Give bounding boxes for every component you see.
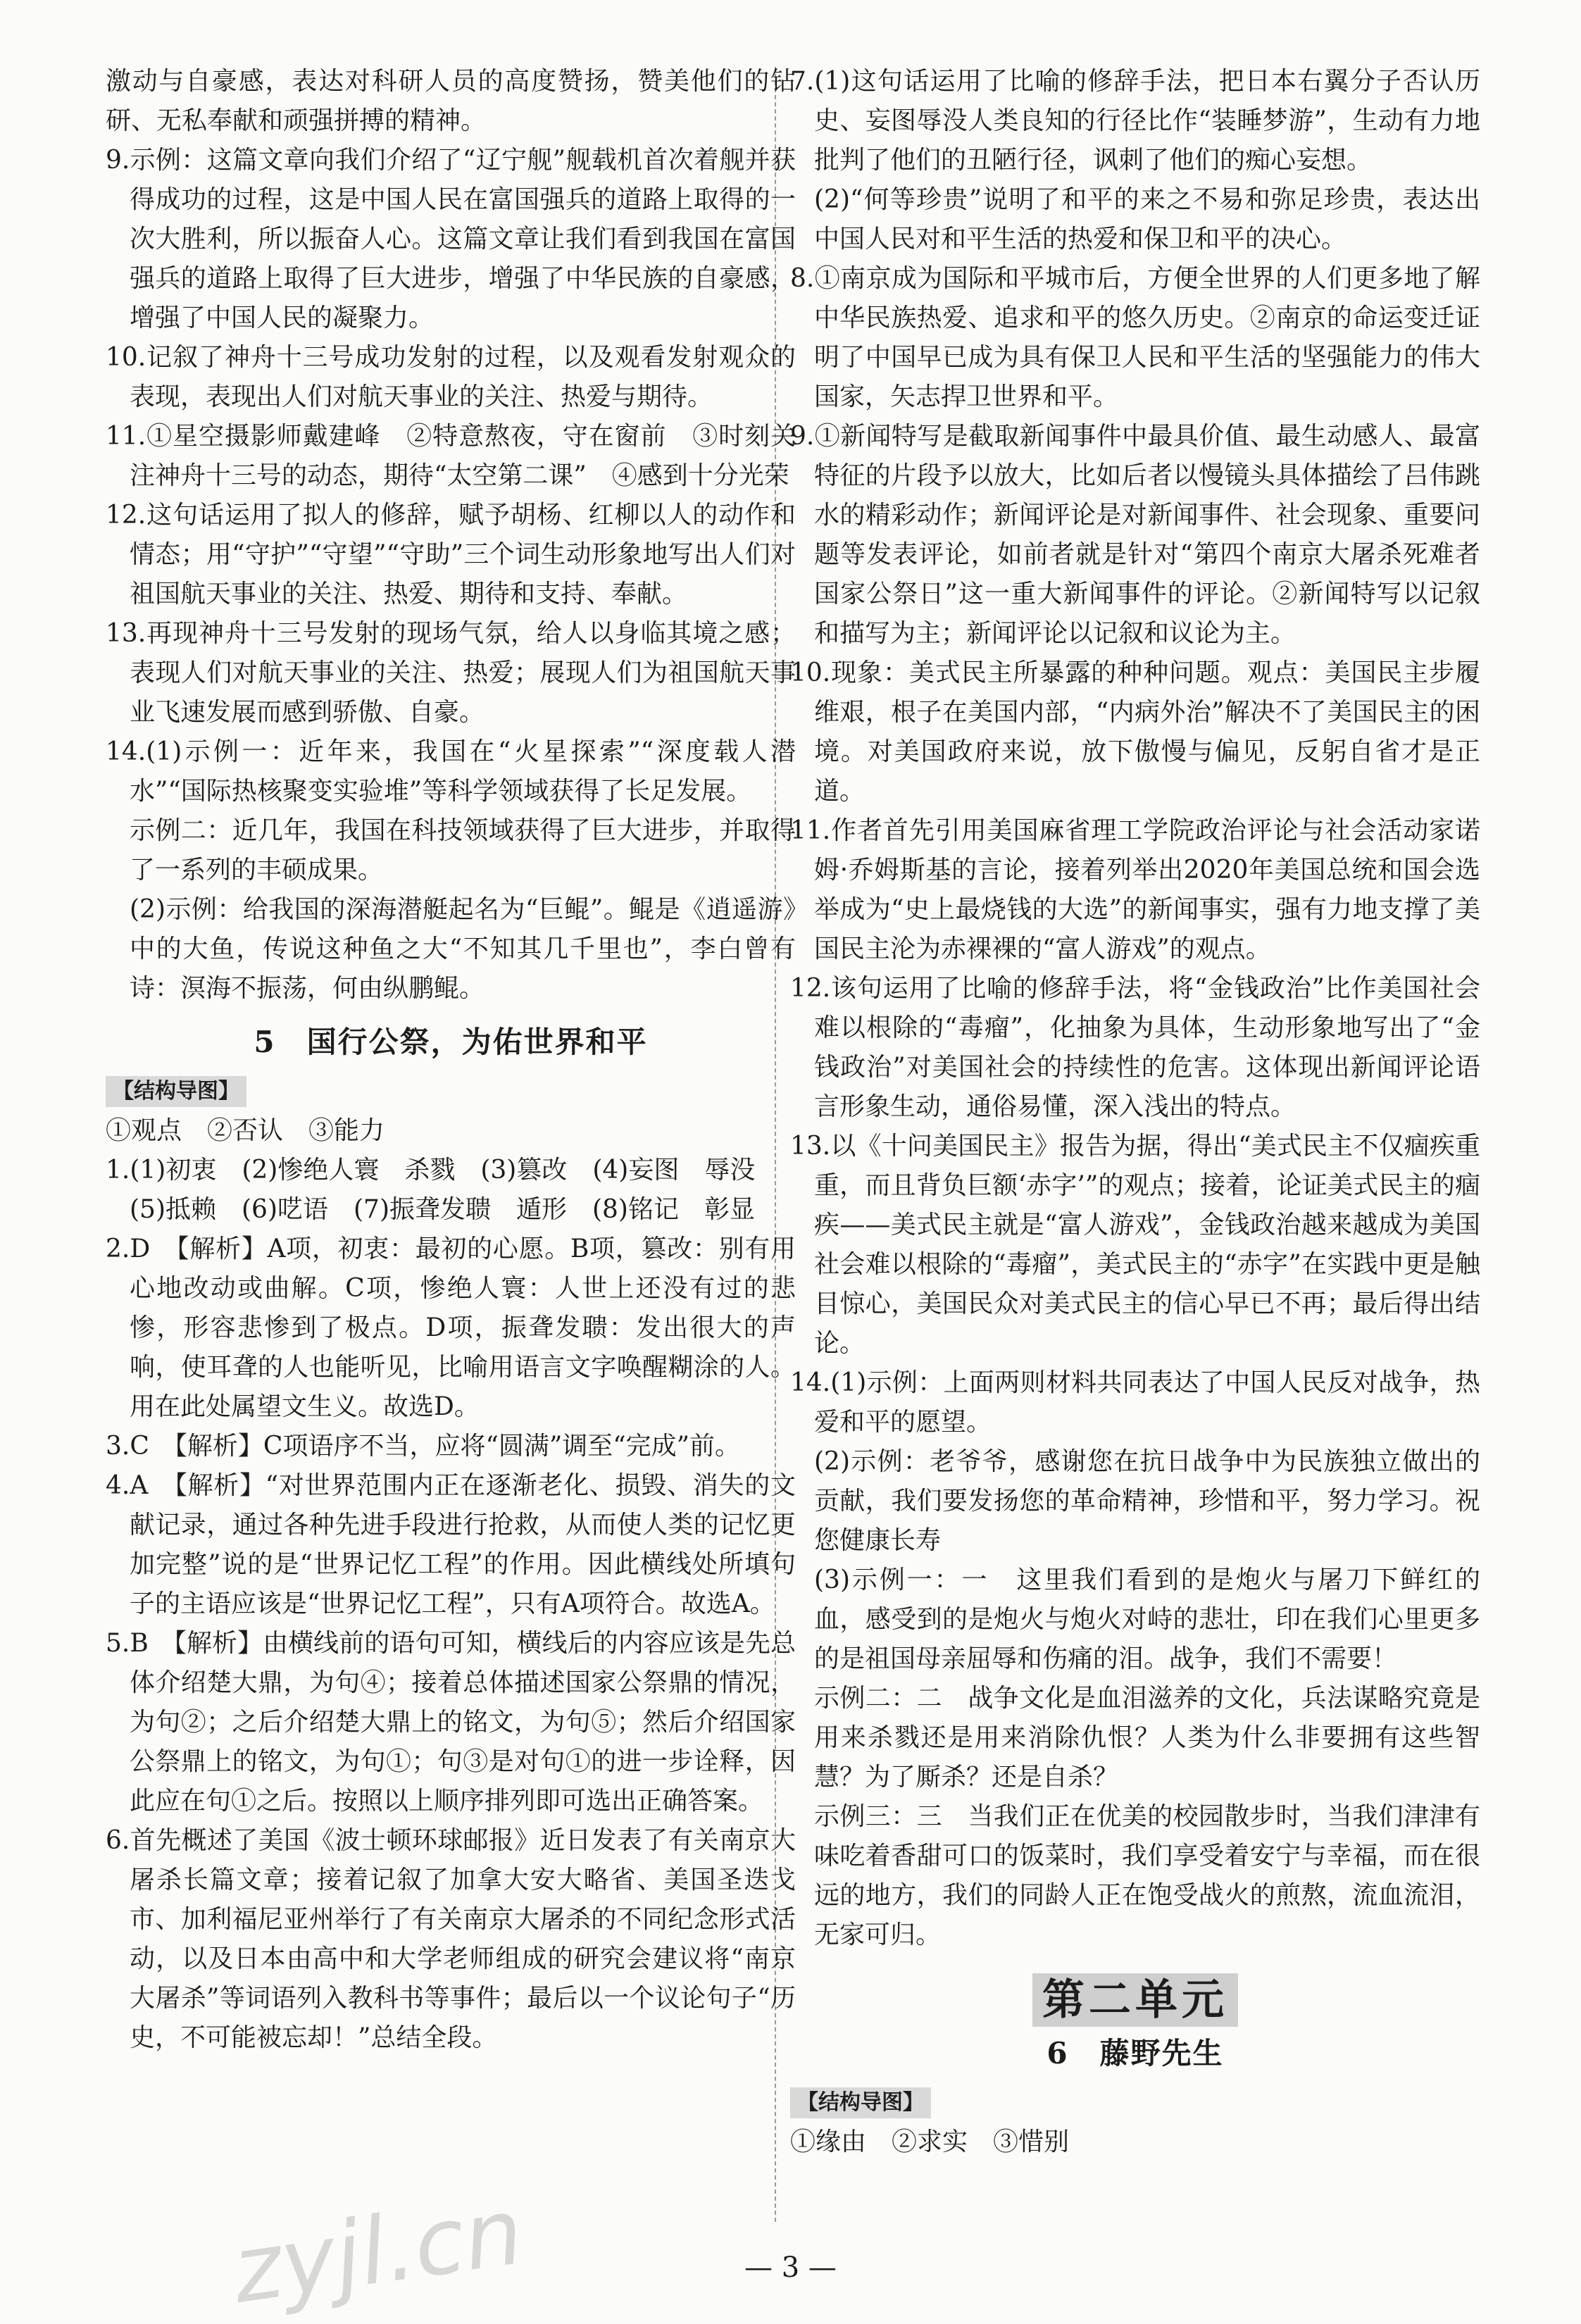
question-9: 9.①新闻特写是截取新闻事件中最具价值、最生动感人、最富特征的片段予以放大，比如后者以慢镜头具体描绘了吕伟跳水的精彩动作；新闻评论是对新闻事件、社会现象、重要问题等发表评论，如前者就是针对“第四个南京大屠杀死难者国家公祭日”这一重大新闻事件的评论。②新闻特写以记叙和描写为主；新闻评论以记叙和议论为主。 bbox=[790, 422, 1480, 648]
question-12: 12.该句运用了比喻的修辞手法，将“金钱政治”比作美国社会难以根除的“毒瘤”，化抽象为具体，生动形象地写出了“金钱政治”对美国社会的持续性的危害。这体现出新闻评论语言形象生动，通俗易懂，深入浅出的特点。 bbox=[790, 974, 1480, 1121]
question-7-1: 7.(1)这句话运用了比喻的修辞手法，把日本右翼分子否认历史、妄图辱没人类良知的行径比作“装睡梦游”，生动有力地批判了他们的丑陋行径，讽刺了他们的痴心妄想。 bbox=[790, 67, 1480, 175]
answer-14-1: 14.(1)示例一：近年来，我国在“火星探索”“深度载人潜水”“国际热核聚变实验堆”等科学领域获得了长足发展。 bbox=[106, 737, 796, 806]
question-11: 11.作者首先引用美国麻省理工学院政治评论与社会活动家诺姆·乔姆斯基的言论，接着列举出2020年美国总统和国会选举成为“史上最烧钱的大选”的新闻事实，强有力地支撑了美国民主沦为赤裸裸的“富人游戏”的观点。 bbox=[790, 816, 1480, 963]
unit-title: 第二单元 bbox=[1032, 1973, 1238, 2027]
left-column bbox=[106, 62, 796, 2058]
watermark: zyjl.cn bbox=[226, 2178, 530, 2324]
question-14-3-example-3: 示例三：三 当我们正在优美的校园散步时，当我们津津有味吃着香甜可口的饭菜时，我们享受着安宁与幸福，而在很远的地方，我们的同龄人正在饱受战火的煎熬，流血流泪，无家可归。 bbox=[814, 1802, 1480, 1949]
question-13: 13.以《十问美国民主》报告为据，得出“美式民主不仅痼疾重重，而且背负巨额‘赤字’”的观点；接着，论证美式民主的痼疾——美式民主就是“富人游戏”，金钱政治越来越成为美国社会难以根除的“毒瘤”，美式民主的“赤字”在实践中更是触目惊心，美国民众对美式民主的信心早已不再；最后得出结论。 bbox=[790, 1132, 1480, 1358]
question-1-line-1: 1.(1)初衷 (2)惨绝人寰 杀戮 (3)篡改 (4)妄图 辱没 bbox=[106, 1156, 756, 1185]
question-2: 2.D 【解析】A项，初衷：最初的心愿。B项，篡改：别有用心地改动或曲解。C项，惨绝人寰：人世上还没有过的悲惨，形容悲惨到了极点。D项，振聋发聩：发出很大的声响，使耳聋的人也能听见，比喻用语言文字唤醒糊涂的人。用在此处属望文生义。故选D。 bbox=[106, 1235, 796, 1421]
answer-14-2: (2)示例：给我国的深海潜艇起名为“巨鲲”。鲲是《逍遥游》中的大鱼，传说这种鱼之大“不知其几千里也”，李白曾有诗：溟海不振荡，何由纵鹏鲲。 bbox=[130, 895, 796, 1003]
section-5-title: 5 国行公祭，为佑世界和平 bbox=[254, 1025, 648, 1059]
question-1-line-2: (5)抵赖 (6)呓语 (7)振聋发聩 遁形 (8)铭记 彰显 bbox=[130, 1195, 755, 1224]
right-column bbox=[790, 62, 1480, 2162]
question-10: 10.现象：美式民主所暴露的种种问题。观点：美国民主步履维艰，根子在美国内部，“内病外治”解决不了美国民主的困境。对美国政府来说，放下傲慢与偏见，反躬自省才是正道。 bbox=[790, 658, 1480, 806]
question-7-2: (2)“何等珍贵”说明了和平的来之不易和弥足珍贵，表达出中国人民对和平生活的热爱和保卫和平的决心。 bbox=[814, 185, 1480, 254]
answer-13: 13.再现神舟十三号发射的现场气氛，给人以身临其境之感；表现人们对航天事业的关注、热爱；展现人们为祖国航天事业飞速发展而感到骄傲、自豪。 bbox=[106, 619, 796, 727]
unit-heading bbox=[790, 1973, 1480, 2027]
structure-tag: 【结构导图】 bbox=[106, 1076, 246, 1107]
structure-answers: ①观点 ②否认 ③能力 bbox=[106, 1116, 385, 1145]
question-5: 5.B 【解析】由横线前的语句可知，横线后的内容应该是先总体介绍楚大鼎，为句④；接着总体描述国家公祭鼎的情况，为句②；之后介绍楚大鼎上的铭文，为句⑤；然后介绍国家公祭鼎上的铭文，为句①；句③是对句①的进一步诠释，因此应在句①之后。按照以上顺序排列即可选出正确答案。 bbox=[106, 1629, 796, 1816]
structure-answers: ①缘由 ②求实 ③惜别 bbox=[790, 2128, 1070, 2156]
section-6-title: 6 藤野先生 bbox=[1046, 2036, 1224, 2070]
answer-12: 12.这句话运用了拟人的修辞，赋予胡杨、红柳以人的动作和情态；用“守护”“守望”“守助”三个词生动形象地写出人们对祖国航天事业的关注、热爱、期待和支持、奉献。 bbox=[106, 501, 796, 608]
structure-tag: 【结构导图】 bbox=[790, 2087, 931, 2118]
question-6: 6.首先概述了美国《波士顿环球邮报》近日发表了有关南京大屠杀长篇文章；接着记叙了加拿大安大略省、美国圣迭戈市、加利福尼亚州举行了有关南京大屠杀的不同纪念形式活动，以及日本由高中和大学老师组成的研究会建议将“南京大屠杀”等词语列入教科书等事件；最后以一个议论句子“历史，不可能被忘却！”总结全段。 bbox=[106, 1826, 796, 2052]
question-14-1: 14.(1)示例：上面两则材料共同表达了中国人民反对战争，热爱和平的愿望。 bbox=[790, 1368, 1480, 1437]
answer-9: 9.示例：这篇文章向我们介绍了“辽宁舰”舰载机首次着舰并获得成功的过程，这是中国人民在富国强兵的道路上取得的一次大胜利，所以振奋人心。这篇文章让我们看到我国在富国强兵的道路上取得了巨大进步，增强了中华民族的自豪感，增强了中国人民的凝聚力。 bbox=[106, 146, 796, 332]
question-14-3-example-2: 示例二：二 战争文化是血泪滋养的文化，兵法谋略究竟是用来杀戮还是用来消除仇恨？人类为什么非要拥有这些智慧？为了厮杀？还是自杀？ bbox=[814, 1684, 1480, 1792]
answer-14-example-2: 示例二：近几年，我国在科技领域获得了巨大进步，并取得了一系列的丰硕成果。 bbox=[130, 816, 796, 885]
page-number: — 3 — bbox=[744, 2251, 837, 2284]
question-4: 4.A 【解析】“对世界范围内正在逐渐老化、损毁、消失的文献记录，通过各种先进手段进行抢救，从而使人类的记忆更加完整”说的是“世界记忆工程”的作用。因此横线处所填句子的主语应该是“世界记忆工程”，只有A项符合。故选A。 bbox=[106, 1471, 796, 1618]
answer-10: 10.记叙了神舟十三号成功发射的过程，以及观看发射观众的表现，表现出人们对航天事业的关注、热爱与期待。 bbox=[106, 343, 796, 411]
answer-text: 激动与自豪感，表达对科研人员的高度赞扬，赞美他们的钻研、无私奉献和顽强拼搏的精神。 bbox=[106, 67, 796, 135]
question-14-3-example-1: (3)示例一：一 这里我们看到的是炮火与屠刀下鲜红的血，感受到的是炮火与炮火对峙的悲壮，印在我们心里更多的是祖国母亲屈辱和伤痛的泪。战争，我们不需要！ bbox=[814, 1566, 1480, 1673]
answer-11: 11.①星空摄影师戴建峰 ②特意熬夜，守在窗前 ③时刻关注神舟十三号的动态，期待“太空第二课” ④感到十分光荣 bbox=[106, 422, 796, 490]
question-8: 8.①南京成为国际和平城市后，方便全世界的人们更多地了解中华民族热爱、追求和平的悠久历史。②南京的命运变迁证明了中国早已成为具有保卫人民和平生活的坚强能力的伟大国家，矢志捍卫世界和平。 bbox=[790, 264, 1480, 411]
question-14-2: (2)示例：老爷爷，感谢您在抗日战争中为民族独立做出的贡献，我们要发扬您的革命精神，珍惜和平，努力学习。祝您健康长寿 bbox=[814, 1447, 1480, 1555]
question-3: 3.C 【解析】C项语序不当，应将“圆满”调至“完成”前。 bbox=[106, 1432, 741, 1461]
